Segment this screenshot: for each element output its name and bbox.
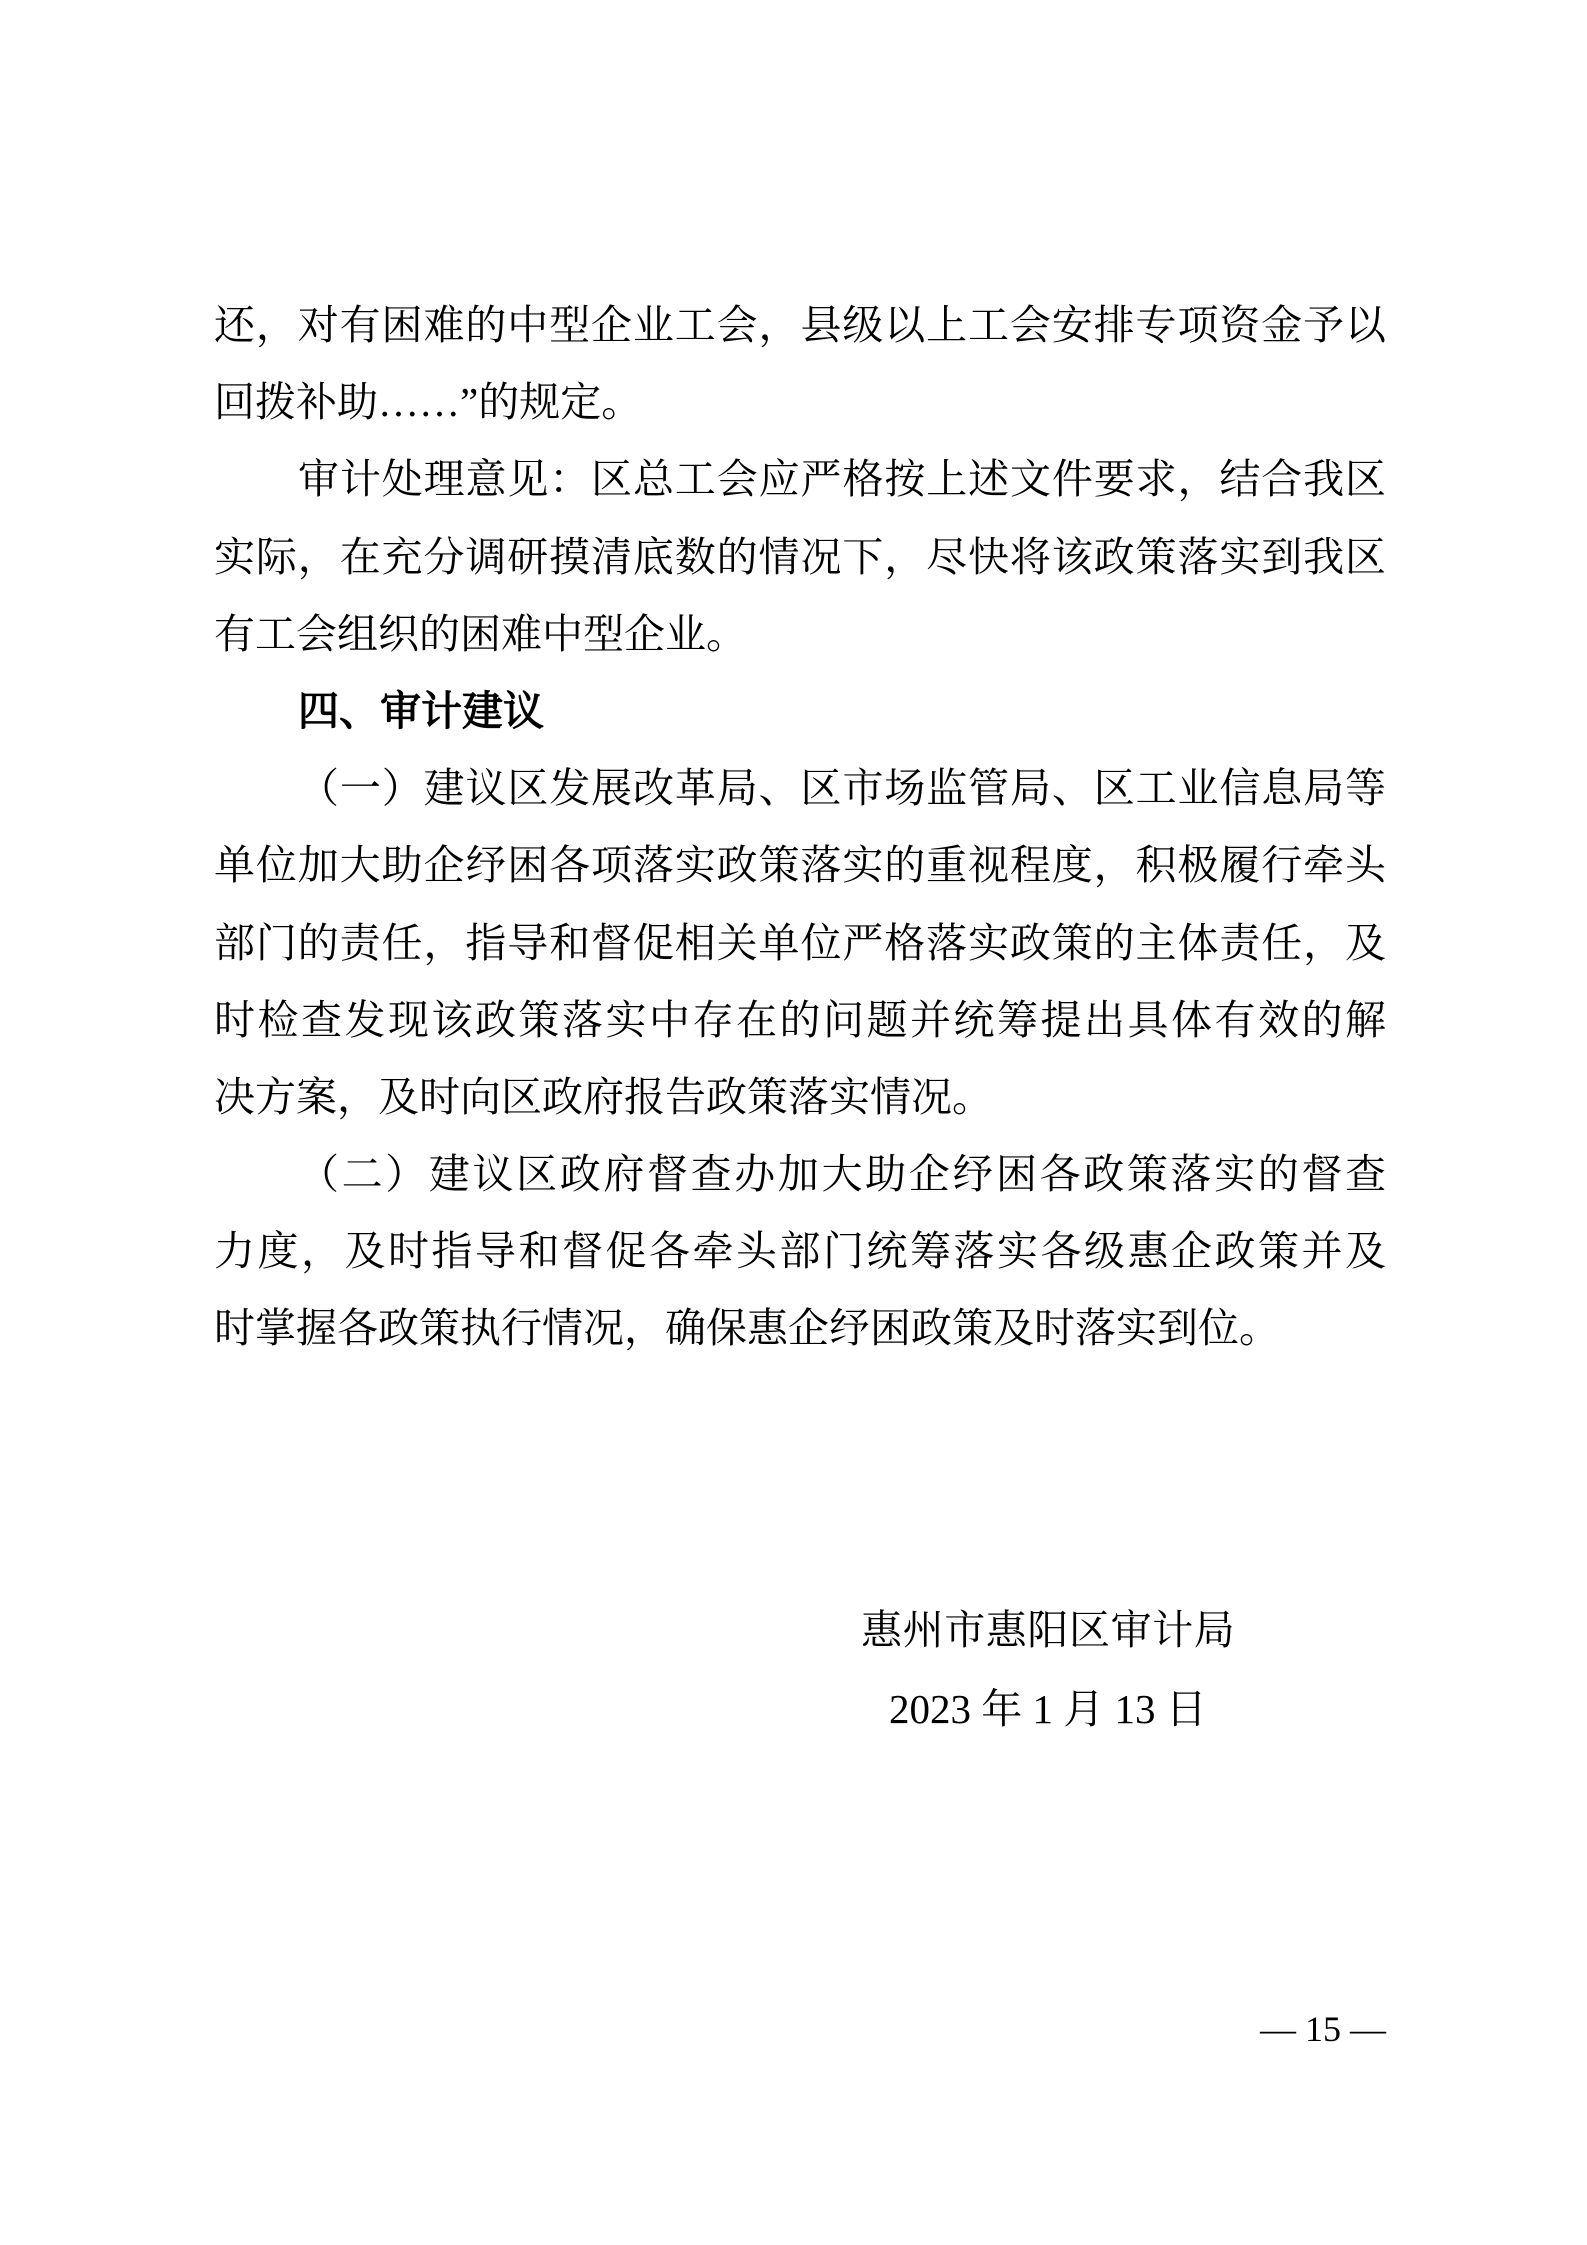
text-line: 决方案，及时向区政府报告政策落实情况。: [214, 1073, 993, 1120]
section-heading: 四、审计建议: [298, 687, 544, 734]
text-line: 时检查发现该政策落实中存在的问题并统筹提出具体有效的解: [214, 996, 1386, 1043]
signature-issuer: 惠州市惠阳区审计局: [861, 1607, 1236, 1653]
text-line: （二）建议区政府督查办加大助企纾困各政策落实的督查: [298, 1151, 1386, 1198]
continuation-paragraph: [214, 287, 1386, 441]
text-line: 审计处理意见：区总工会应严格按上述文件要求，结合我区: [298, 456, 1386, 503]
text-line: 回拨补助……”的规定。: [214, 379, 643, 426]
text-line: 部门的责任，指导和督促相关单位严格落实政策的主体责任，及: [214, 919, 1386, 966]
text-line: 还，对有困难的中型企业工会，县级以上工会安排专项资金予以: [214, 302, 1386, 348]
text-line: 时掌握各政策执行情况，确保惠企纾困政策及时落实到位。: [214, 1305, 1280, 1352]
signature-date: 2023 年 1 月 13 日: [889, 1686, 1207, 1732]
audit-opinion-paragraph: [214, 441, 1386, 673]
recommendation-2-paragraph: [214, 1136, 1386, 1368]
document-body: [214, 287, 1386, 1368]
text-line: 单位加大助企纾困各项落实政策落实的重视程度，积极履行牵头: [214, 842, 1386, 889]
page-number: — 15 —: [1260, 2009, 1386, 2049]
recommendation-1-paragraph: [214, 750, 1386, 1136]
text-line: 力度，及时指导和督促各牵头部门统筹落实各级惠企政策并及: [214, 1228, 1386, 1275]
text-line: 实际，在充分调研摸清底数的情况下，尽快将该政策落实到我区: [214, 533, 1386, 580]
text-line: （一）建议区发展改革局、区市场监管局、区工业信息局等: [298, 765, 1386, 812]
text-line: 有工会组织的困难中型企业。: [214, 610, 747, 657]
